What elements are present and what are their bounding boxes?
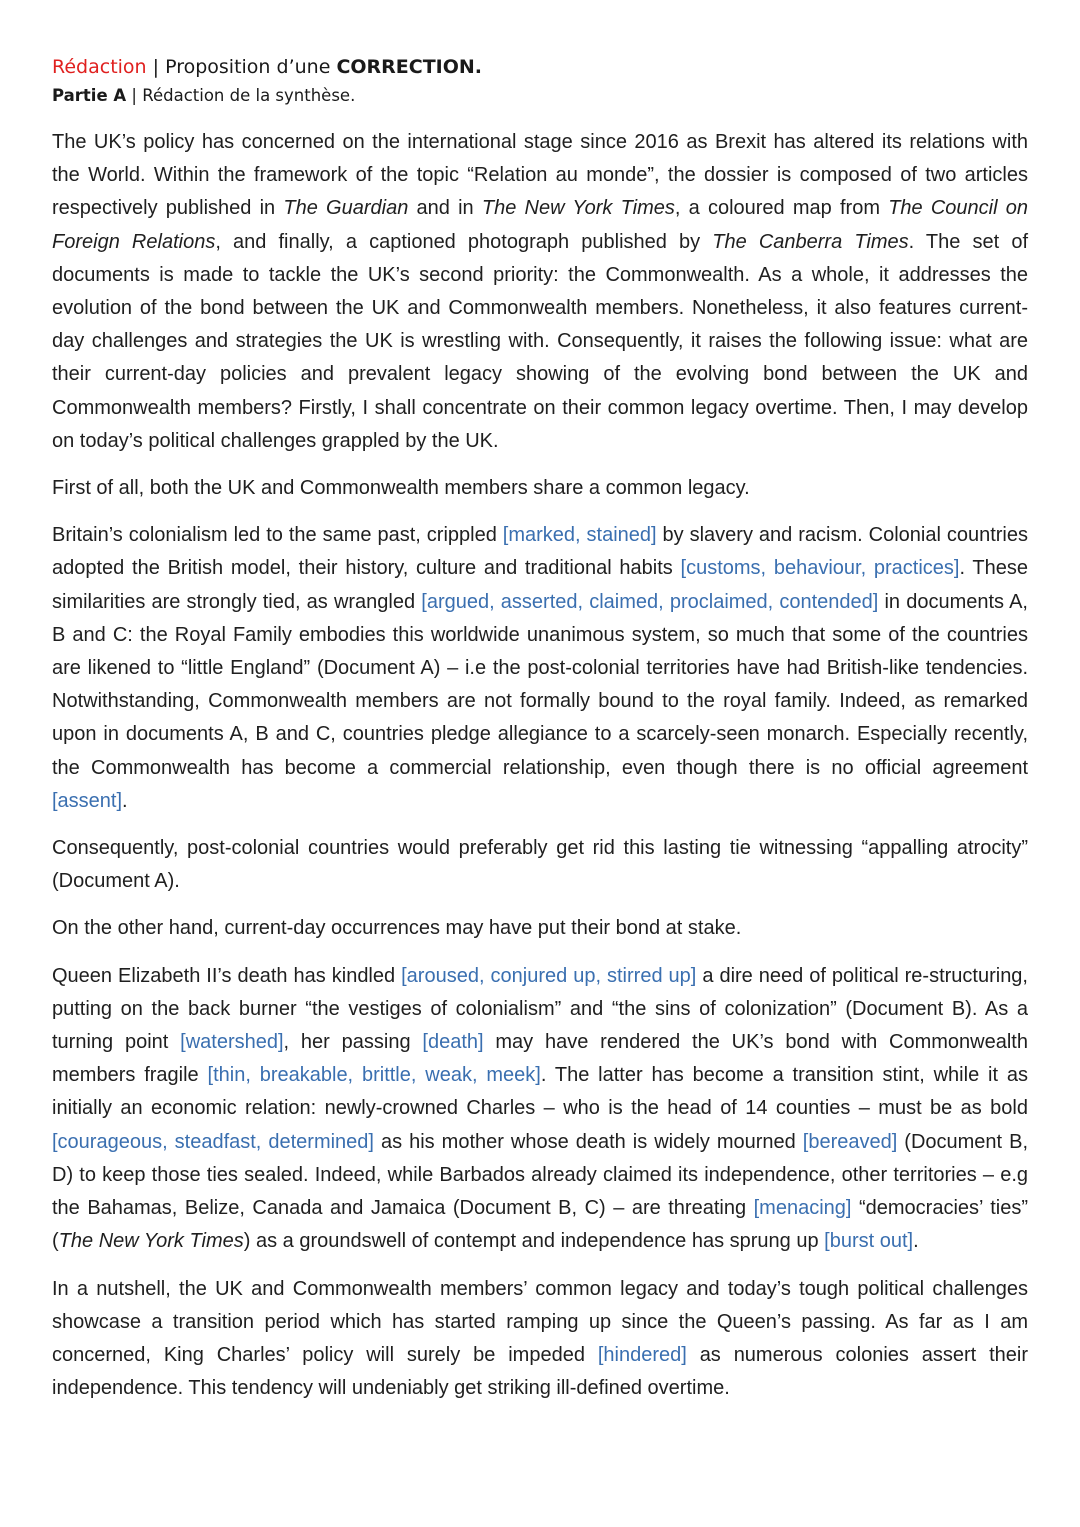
synonym-suggestion: [hindered] bbox=[597, 1343, 687, 1366]
header-label-bold: CORRECTION. bbox=[336, 56, 483, 78]
text-run: Queen Elizabeth II’s death has kindled bbox=[52, 964, 402, 987]
text-run: a dire need of political re-structuring, putting on the back burner “the vestiges of colonialism” and “the sins of colonization” (Document B). As a turning point bbox=[52, 964, 1028, 1054]
text-run: In a nutshell, the UK and Commonwealth members’ common legacy and today’s tough political challenges showcase a transition period which has started ramping up since the Queen’s passing. As far as I am concerned, King Charles’ policy will surely be impeded bbox=[52, 1277, 1028, 1366]
text-run: and in bbox=[408, 197, 482, 220]
text-run: “democracies’ ties” ( bbox=[52, 1197, 1029, 1253]
synonym-suggestion: [argued, asserted, claimed, proclaimed, contended] bbox=[421, 590, 879, 613]
synonym-suggestion: [death] bbox=[422, 1031, 484, 1054]
text-run: in documents A, B and C: the Royal Family embodies this worldwide unanimous system, so much that some of the countries are likened to “little England” (Document A) – i.e the post-colonial territories have had British-like tendencies. Notwithstanding, Commonwealth members are not formally bound to the royal family. Indeed, as remarked upon in documents A, B and C, countries pledge allegiance to a scarcely-seen monarch. Especially recently, the Commonwealth has become a commercial relationship, even though there is no official agreement bbox=[52, 590, 1028, 779]
document-subheader bbox=[52, 82, 1028, 110]
text-run: by slavery and racism. Colonial countries adopted the British model, their history, culture and traditional habits bbox=[52, 524, 1028, 580]
text-run: First of all, both the UK and Commonwealth members share a common legacy. bbox=[52, 477, 750, 500]
publication-title: The New York Times bbox=[481, 197, 675, 220]
text-run: . The latter has become a transition stint, while it as initially an economic relation: newly-crowned Charles – who is the head of 14 counties – must be as bold bbox=[52, 1064, 1029, 1120]
text-run: as numerous colonies assert their independence. This tendency will undeniably get striking ill-defined overtime. bbox=[52, 1343, 1029, 1400]
synonym-suggestion: [burst out] bbox=[824, 1230, 914, 1253]
paragraph-part1-intro bbox=[52, 472, 1028, 505]
synonym-suggestion: [bereaved] bbox=[802, 1130, 898, 1153]
synonym-suggestion: [thin, breakable, brittle, weak, meek] bbox=[207, 1064, 541, 1087]
header-label-red: Rédaction bbox=[52, 56, 147, 78]
synonym-suggestion: [assent] bbox=[52, 789, 123, 812]
synonym-suggestion: [watershed] bbox=[180, 1031, 284, 1054]
publication-title: The Guardian bbox=[283, 197, 409, 220]
text-run: , and finally, a captioned photograph published by bbox=[215, 230, 713, 253]
text-run: , a coloured map from bbox=[674, 197, 889, 220]
text-run: , her passing bbox=[283, 1031, 423, 1054]
text-run: . bbox=[913, 1230, 919, 1253]
text-run: . bbox=[122, 789, 128, 812]
publication-title: The Canberra Times bbox=[712, 230, 909, 253]
synonym-suggestion: [marked, stained] bbox=[502, 524, 657, 547]
text-run: On the other hand, current-day occurrences may have put their bond at stake. bbox=[52, 917, 742, 940]
document-header bbox=[52, 52, 1028, 82]
paragraph-part1-conclusion bbox=[52, 832, 1028, 898]
text-run: . The set of documents is made to tackle the UK’s second priority: the Commonwealth. As a whole, it addresses the evolution of the bond between the UK and Commonwealth members. Nonetheless, it also features current-day challenges and strategies the UK is wrestling with. Consequently, it raises the following issue: what are their current-day policies and prevalent legacy showing of the evolving bond between the UK and Commonwealth members? Firstly, I shall concentrate on their common legacy overtime. Then, I may develop on today’s political challenges grappled by the UK. bbox=[52, 230, 1028, 452]
synonym-suggestion: [aroused, conjured up, stirred up] bbox=[401, 964, 697, 987]
synonym-suggestion: [customs, behaviour, practices] bbox=[680, 557, 960, 580]
paragraph-part2-body bbox=[52, 960, 1028, 1259]
paragraph-conclusion bbox=[52, 1273, 1028, 1406]
subheader-title: Rédaction de la synthèse. bbox=[142, 86, 356, 105]
paragraph-part2-intro bbox=[52, 912, 1028, 945]
synonym-suggestion: [menacing] bbox=[753, 1197, 852, 1220]
text-run: Consequently, post-colonial countries would preferably get rid this lasting tie witnessing “appalling atrocity” (Document A). bbox=[52, 837, 1028, 893]
document-page bbox=[52, 52, 1028, 1419]
text-run: may have rendered the UK’s bond with Commonwealth members fragile bbox=[52, 1031, 1028, 1087]
header-label-plain: Proposition d’une bbox=[165, 56, 337, 78]
publication-title: The Council on Foreign Relations bbox=[52, 197, 1028, 253]
subheader-part: Partie A bbox=[52, 86, 127, 105]
paragraph-introduction bbox=[52, 126, 1028, 458]
text-run: Britain’s colonialism led to the same past, crippled bbox=[52, 524, 503, 547]
text-run: ) as a groundswell of contempt and independence has sprung up bbox=[243, 1230, 825, 1253]
text-run: (Document B, D) to keep those ties sealed. Indeed, while Barbados already claimed its independence, other territories – e.g the Bahamas, Belize, Canada and Jamaica (Document B, C) – are threating bbox=[52, 1130, 1028, 1220]
publication-title: The New York Times bbox=[58, 1230, 244, 1253]
document-body bbox=[52, 126, 1028, 1405]
synonym-suggestion: [courageous, steadfast, determined] bbox=[52, 1130, 374, 1153]
text-run: The UK’s policy has concerned on the international stage since 2016 as Brexit has altered its relations with the World. Within the framework of the topic “Relation au monde”, the dossier is composed of two articles respectively published in bbox=[52, 131, 1028, 220]
text-run: as his mother whose death is widely mourned bbox=[373, 1130, 803, 1153]
text-run: . These similarities are strongly tied, as wrangled bbox=[52, 557, 1028, 613]
paragraph-part1-body bbox=[52, 519, 1028, 818]
header-separator: | bbox=[146, 56, 166, 78]
subheader-separator: | bbox=[126, 86, 143, 105]
